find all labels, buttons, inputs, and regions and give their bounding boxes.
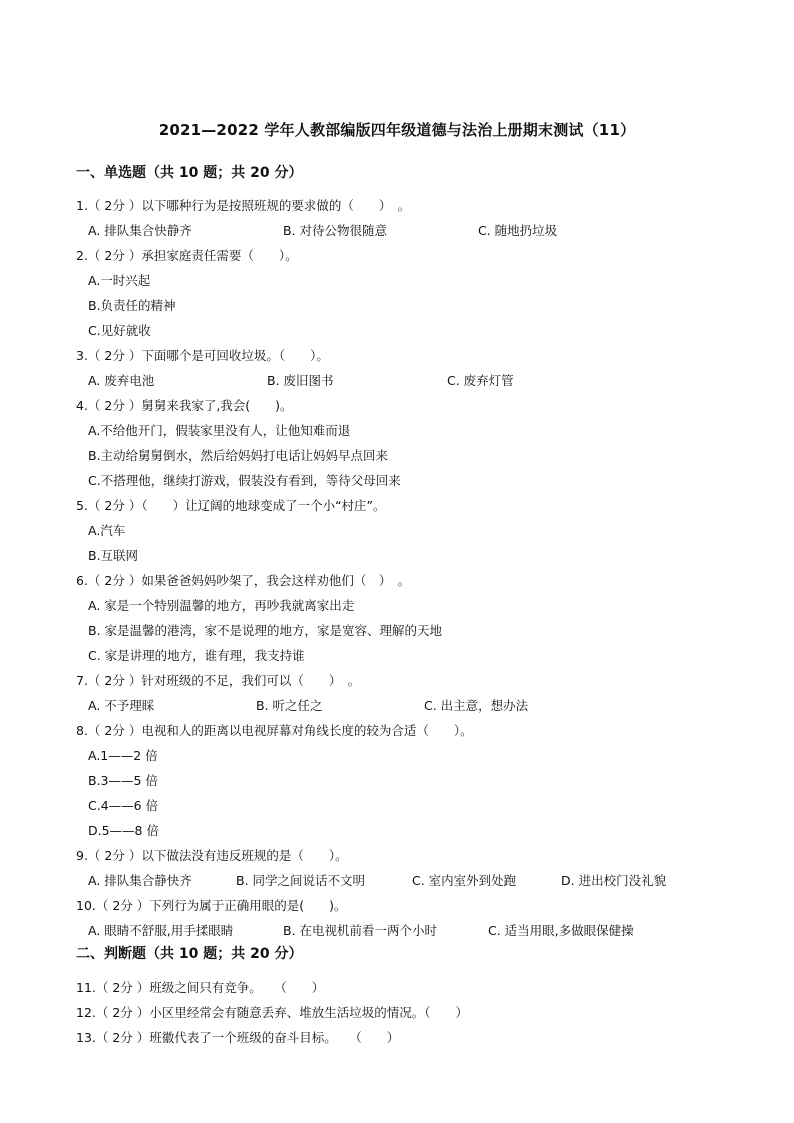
- question-10-option-a: A. 眼睛不舒服,用手揉眼睛: [88, 923, 234, 938]
- question-1: 1.（ 2分 ）以下哪种行为是按照班规的要求做的（ ） 。: [76, 198, 411, 213]
- question-9-option-a: A. 排队集合静快齐: [88, 873, 192, 888]
- question-8-option-b: B.3——5 倍: [88, 773, 158, 788]
- question-10-option-c: C. 适当用眼,多做眼保健操: [488, 923, 634, 938]
- question-6-option-c: C. 家是讲理的地方，谁有理，我支持谁: [88, 648, 305, 663]
- question-1-option-a: A. 排队集合快静齐: [88, 223, 192, 238]
- question-12: 12.（ 2分 ）小区里经常会有随意丢弃、堆放生活垃圾的情况。（ ）: [76, 1005, 469, 1020]
- question-7-option-c: C. 出主意，想办法: [424, 698, 529, 713]
- section-heading-true-false: 二、判断题（共 10 题；共 20 分）: [76, 946, 303, 962]
- question-11: 11.（ 2分 ）班级之间只有竞争。 （ ）: [76, 980, 325, 995]
- question-5: 5.（ 2分 ）（ ）让辽阔的地球变成了一个小“村庄”。: [76, 498, 386, 513]
- question-10: 10.（ 2分 ）下列行为属于正确用眼的是( )。: [76, 898, 347, 913]
- question-6: 6.（ 2分 ）如果爸爸妈妈吵架了，我会这样劝他们（ ） 。: [76, 573, 411, 588]
- question-2: 2.（ 2分 ）承担家庭责任需要（ ）。: [76, 248, 298, 263]
- question-6-option-a: A. 家是一个特别温馨的地方，再吵我就离家出走: [88, 598, 355, 613]
- question-7-option-b: B. 听之任之: [256, 698, 323, 713]
- question-2-option-a: A.一时兴起: [88, 273, 151, 288]
- question-4-option-c: C.不搭理他，继续打游戏，假装没有看到，等待父母回来: [88, 473, 401, 488]
- question-4-option-a: A.不给他开门，假装家里没有人，让他知难而退: [88, 423, 351, 438]
- question-9-option-b: B. 同学之间说话不文明: [236, 873, 366, 888]
- question-7: 7.（ 2分 ）针对班级的不足，我们可以（ ） 。: [76, 673, 361, 688]
- question-3-option-b: B. 废旧图书: [267, 373, 334, 388]
- page-title: 2021—2022 学年人教部编版四年级道德与法治上册期末测试（11）: [158, 121, 636, 139]
- question-3-option-a: A. 废弃电池: [88, 373, 155, 388]
- question-3: 3.（ 2分 ）下面哪个是可回收垃圾。（ ）。: [76, 348, 329, 363]
- question-6-option-b: B. 家是温馨的港湾，家不是说理的地方，家是宽容、理解的天地: [88, 623, 443, 638]
- question-8-option-a: A.1——2 倍: [88, 748, 158, 763]
- question-9: 9.（ 2分 ）以下做法没有违反班规的是（ ）。: [76, 848, 348, 863]
- question-10-option-b: B. 在电视机前看一两个小时: [283, 923, 438, 938]
- question-8-option-d: D.5——8 倍: [88, 823, 159, 838]
- question-3-option-c: C. 废弃灯管: [447, 373, 514, 388]
- question-9-option-d: D. 进出校门没礼貌: [561, 873, 667, 888]
- question-2-option-b: B.负责任的精神: [88, 298, 176, 313]
- question-4: 4.（ 2分 ）舅舅来我家了,我会( )。: [76, 398, 293, 413]
- question-7-option-a: A. 不予理睬: [88, 698, 155, 713]
- question-5-option-a: A.汽车: [88, 523, 126, 538]
- section-heading-single-choice: 一、单选题（共 10 题；共 20 分）: [76, 165, 303, 181]
- question-8-option-c: C.4——6 倍: [88, 798, 159, 813]
- question-1-option-b: B. 对待公物很随意: [283, 223, 388, 238]
- question-13: 13.（ 2分 ）班徽代表了一个班级的奋斗目标。 （ ）: [76, 1030, 400, 1045]
- question-1-option-c: C. 随地扔垃圾: [478, 223, 558, 238]
- question-8: 8.（ 2分 ）电视和人的距离以电视屏幕对角线长度的较为合适（ ）。: [76, 723, 473, 738]
- question-2-option-c: C.见好就收: [88, 323, 151, 338]
- question-9-option-c: C. 室内室外到处跑: [412, 873, 517, 888]
- question-4-option-b: B.主动给舅舅倒水，然后给妈妈打电话让妈妈早点回来: [88, 448, 389, 463]
- question-5-option-b: B.互联网: [88, 548, 139, 563]
